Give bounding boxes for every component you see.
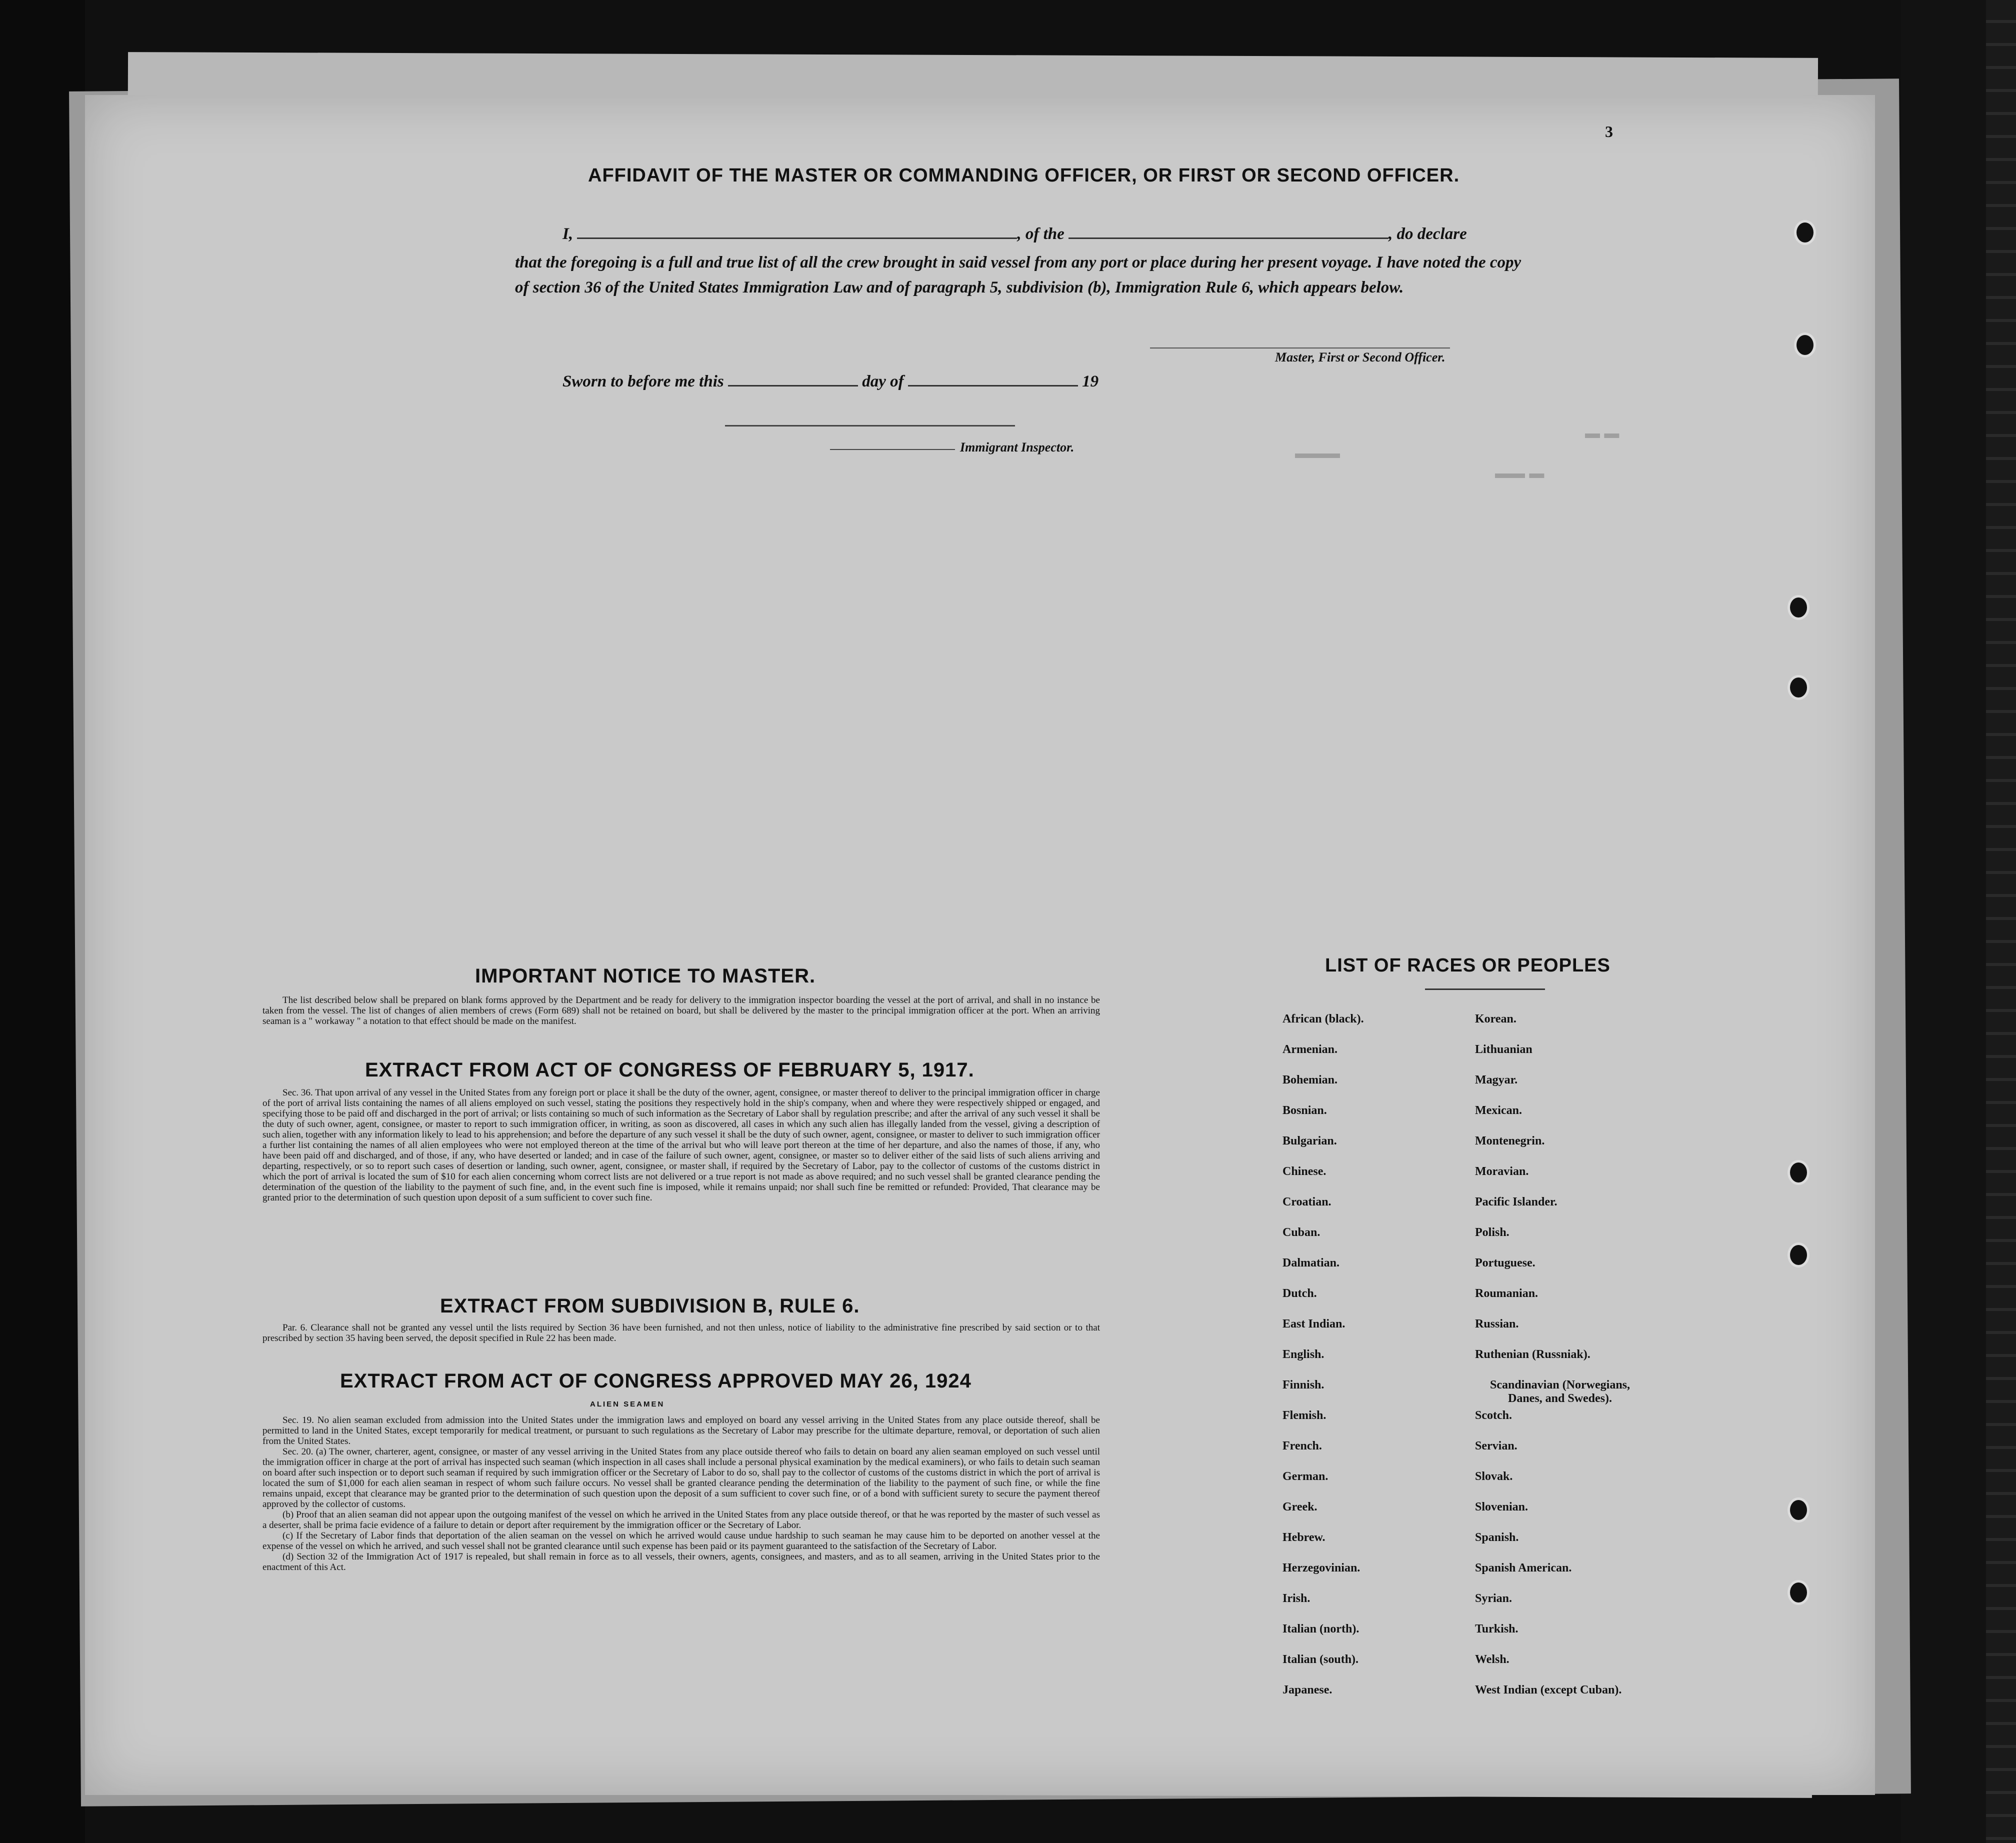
vessel-name-field[interactable] xyxy=(1068,238,1388,239)
document-page xyxy=(85,95,1875,1795)
race-item: Flemish. xyxy=(1282,1409,1326,1422)
race-item: Japanese. xyxy=(1282,1684,1332,1696)
bleed-through-mark: ▬▬ ▬ xyxy=(1495,465,1544,482)
race-item: East Indian. xyxy=(1282,1318,1346,1330)
race-item: Polish. xyxy=(1475,1226,1510,1239)
race-item: Hebrew. xyxy=(1282,1531,1326,1544)
race-item: Spanish. xyxy=(1475,1531,1519,1544)
race-item: French. xyxy=(1282,1440,1322,1452)
race-item: German. xyxy=(1282,1470,1328,1483)
extract-rule6-title: EXTRACT FROM SUBDIVISION B, RULE 6. xyxy=(440,1295,860,1317)
inspector-signature-line-2 xyxy=(830,449,955,450)
race-item: Portuguese. xyxy=(1475,1256,1536,1270)
race-item: Scotch. xyxy=(1475,1409,1512,1422)
bleed-through-mark: ▬▬▬ xyxy=(1295,445,1340,462)
binder-hole-icon xyxy=(1788,1160,1810,1185)
race-item: Italian (north). xyxy=(1282,1622,1360,1636)
affidavit-body: that the foregoing is a full and true list of all the crew brought in said vessel from any port or place during her present voyage. I have noted the copy of section 36 of the United States Immigration Law and of paragraph 5, subdivision (b), Immigration Rule 6, which appears below. xyxy=(515,254,1522,296)
sworn-label: Sworn to before me this xyxy=(562,372,724,390)
binder-hole-icon xyxy=(1788,675,1810,700)
sworn-month-field[interactable] xyxy=(908,385,1078,386)
race-item: Armenian. xyxy=(1282,1043,1338,1056)
bleed-through-mark: ▬ ▬ xyxy=(1585,425,1620,442)
extract-1924-paragraph: (b) Proof that an alien seaman did not appear upon the outgoing manifest of the vessel on which he arrived in the United States from any place outside thereof, or that he was reported by the master of such vessel as a deserter, shall be prima facie evidence of a failure to detain or deport after requirement by the immigration officer or the Secretary of Labor. xyxy=(262,1510,1100,1530)
race-item: Bosnian. xyxy=(1282,1104,1327,1117)
extract-1917-text xyxy=(262,1088,1100,1203)
race-item: Welsh. xyxy=(1475,1653,1510,1666)
sworn-day-label: day of xyxy=(862,372,904,390)
race-item: Dutch. xyxy=(1282,1287,1317,1300)
extract-1924-subtitle: ALIEN SEAMEN xyxy=(590,1400,665,1408)
race-item: Roumanian. xyxy=(1475,1287,1538,1300)
race-item: Montenegrin. xyxy=(1475,1134,1545,1148)
race-item: African (black). xyxy=(1282,1012,1364,1026)
extract-1924-paragraph: Sec. 20. (a) The owner, charterer, agent, consignee, or master of any vessel arriving in the United States from any place outside thereof who fails to detain on board any alien seaman employed on such vessel until the immigration officer in charge at the port of arrival has inspected such seaman (which inspection in all cases shall include a personal physical examination by the medical examiners), or who fails to detain such seaman on board after such inspection or to deport such seaman if required by such immigration officer or the Secretary of Labor to do so, shall pay to the collector of customs of the customs district in which the port of arrival is located the sum of $1,000 for each alien seaman in respect of whom such failure occurs. No vessel shall be granted clearance pending the determination of the liability to the payment of such fine, or while the fine remains unpaid, except that clearance may be granted prior to the determination of such question upon the deposit of a sum sufficient to cover such fine, or of a bond with sufficient surety to secure the payment thereof approved by the collector of customs. xyxy=(262,1446,1100,1510)
affidavit-title: AFFIDAVIT OF THE MASTER OR COMMANDING OFFICER, OR FIRST OR SECOND OFFICER. xyxy=(588,165,1460,186)
extract-1924-paragraph: Sec. 19. No alien seaman excluded from admission into the United States under the immigration laws and employed on board any vessel arriving in the United States from any place outside thereof, shall be permitted to land in the United States, except temporarily for medical treatment, or pursuant to such regulations as the Secretary of Labor may prescribe for the ultimate departure, removal, or deportation of such alien from the United States. xyxy=(262,1415,1100,1446)
extract-1917-paragraph: Sec. 36. That upon arrival of any vessel in the United States from any foreign port or place it shall be the duty of the owner, agent, consignee, or master thereof to deliver to the principal immigration officer in charge of the port of arrival lists containing the names of all aliens employed on such vessel, stating the positions they respectively hold in the ship's company, when and where they were respectively shipped or engaged, and specifying those to be paid off and discharged in the port of arrival; or lists containing so much of such information as the Secretary of Labor shall by regulation prescribe; and after the arrival of any such vessel it shall be the duty of such owner, agent, consignee, or master to report to such immigration officer, in writing, as soon as discovered, all cases in which any such alien has illegally landed from the vessel, giving a description of such alien, together with any information likely to lead to his apprehension; and before the departure of any such vessel it shall be the duty of such owner, agent, consignee, or master to deliver to such immigration officer a further list containing the names of all alien employees who were not employed thereon at the time of the arrival but who will leave port thereon at the time of her departure, and also the names of those, if any, who have been paid off and discharged, and of those, if any, who have deserted or landed; and in case of the failure of such owner, agent, consignee, or master so to deliver either of the said lists of such aliens arriving and departing, respectively, or so to report such cases of desertion or landing, such owner, agent, consignee, or master shall, if required by the Secretary of Labor, pay to the collector of customs of the customs district in which the port of arrival is located the sum of $10 for each alien concerning whom correct lists are not delivered or a true report is not made as above required; and no such vessel shall be granted clearance pending the determination of the question of the liability to the payment of such fine, and, in the event such fine is imposed, while it remains unpaid; nor shall such fine be remitted or refunded: Provided, That clearance may be granted prior to the determination of such question upon deposit of a sum sufficient to cover such fine. xyxy=(262,1088,1100,1203)
page-number: 3 xyxy=(1605,122,1613,140)
race-item: Irish. xyxy=(1282,1592,1310,1605)
race-item: Magyar. xyxy=(1475,1074,1518,1086)
extract-1924-title: EXTRACT FROM ACT OF CONGRESS APPROVED MAY 26, 1924 xyxy=(340,1370,972,1392)
race-item: Greek. xyxy=(1282,1500,1318,1514)
race-item: Russian. xyxy=(1475,1318,1519,1330)
notice-title: IMPORTANT NOTICE TO MASTER. xyxy=(475,965,816,987)
race-item: Turkish. xyxy=(1475,1622,1518,1636)
race-item: Dalmatian. xyxy=(1282,1256,1340,1270)
binder-hole-icon xyxy=(1794,220,1816,245)
races-title-rule xyxy=(1425,988,1545,990)
race-item: Finnish. xyxy=(1282,1378,1324,1392)
binder-hole-icon xyxy=(1788,1242,1810,1268)
declare-text: , do declare xyxy=(1388,225,1467,243)
inspector-label: Immigrant Inspector. xyxy=(960,440,1074,454)
extract-rule6-text xyxy=(262,1322,1100,1344)
race-item: Chinese. xyxy=(1282,1165,1326,1178)
sworn-day-field[interactable] xyxy=(728,385,858,386)
declarant-name-field[interactable] xyxy=(577,238,1017,239)
races-left-column xyxy=(1282,1012,1364,1714)
race-item: Croatian. xyxy=(1282,1196,1332,1208)
race-item: Lithuanian xyxy=(1475,1043,1532,1056)
binder-hole-icon xyxy=(1788,595,1810,620)
race-item: Bohemian. xyxy=(1282,1074,1338,1086)
races-right-column xyxy=(1475,1012,1645,1714)
race-item: Mexican. xyxy=(1475,1104,1522,1117)
race-item: Italian (south). xyxy=(1282,1653,1359,1666)
race-item: Herzegovinian. xyxy=(1282,1562,1360,1574)
binder-hole-icon xyxy=(1794,332,1816,358)
extract-1924-paragraph: (d) Section 32 of the Immigration Act of 1917 is repealed, but shall remain in force as to all vessels, their owners, agents, consignees, and masters, and as to all seamen, arriving in the United States prior to the enactment of this Act. xyxy=(262,1552,1100,1572)
race-item: Slovenian. xyxy=(1475,1500,1528,1514)
binder-hole-icon xyxy=(1788,1580,1810,1605)
race-item: English. xyxy=(1282,1348,1324,1361)
race-item: Pacific Islander. xyxy=(1475,1196,1558,1208)
race-item: Cuban. xyxy=(1282,1226,1320,1239)
binder-hole-icon xyxy=(1788,1498,1810,1522)
scan-right-strip xyxy=(1986,0,2016,1843)
officer-signature-label: Master, First or Second Officer. xyxy=(1275,350,1446,364)
race-item: West Indian (except Cuban). xyxy=(1475,1684,1622,1696)
race-item: Slovak. xyxy=(1475,1470,1513,1483)
declarant-prefix: I, xyxy=(562,225,574,243)
notice-text xyxy=(262,995,1100,1026)
race-item: Servian. xyxy=(1475,1440,1518,1452)
sworn-year-label: 19 xyxy=(1082,372,1099,390)
race-item: Scandinavian (Norwegians, Danes, and Swedes). xyxy=(1490,1378,1630,1405)
sworn-line xyxy=(562,372,1098,391)
races-title: LIST OF RACES OR PEOPLES xyxy=(1325,955,1610,976)
inspector-signature-line[interactable] xyxy=(725,425,1015,426)
race-item: Korean. xyxy=(1475,1012,1516,1026)
notice-paragraph: The list described below shall be prepared on blank forms approved by the Department and be ready for delivery to the immigration inspector boarding the vessel at the port of arrival, and shall in no instance be taken from the vessel. The list of changes of alien members of crews (Form 689) shall not be retained on board, but shall be delivered by the master to the principal immigration officer at the port. When an arriving seaman is a " workaway " a notation to that effect should be made on the manifest. xyxy=(262,995,1100,1026)
extract-1924-paragraph: (c) If the Secretary of Labor finds that deportation of the alien seaman on the vessel on which he arrived would cause undue hardship to such seaman he may cause him to be deported on another vessel at the expense of the vessel on which he arrived, and such vessel shall not be granted clearance until such expense has been paid or its payment guaranteed to the satisfaction of the Secretary of Labor. xyxy=(262,1530,1100,1552)
race-item: Syrian. xyxy=(1475,1592,1512,1605)
affidavit-declaration-line xyxy=(562,225,1612,244)
extract-rule6-paragraph: Par. 6. Clearance shall not be granted any vessel until the lists required by Section 36 have been furnished, and not then unless, notice of liability to the administrative fine prescribed by said section or to that prescribed by section 35 having been served, the deposit specified in Rule 22 has been made. xyxy=(262,1322,1100,1344)
race-item: Bulgarian. xyxy=(1282,1134,1337,1148)
extract-1917-title: EXTRACT FROM ACT OF CONGRESS OF FEBRUARY 5, 1917. xyxy=(365,1059,974,1081)
vessel-prefix: , of the xyxy=(1017,225,1064,243)
race-item: Spanish American. xyxy=(1475,1562,1572,1574)
race-item: Moravian. xyxy=(1475,1165,1529,1178)
extract-1924-text xyxy=(262,1415,1100,1572)
race-item: Ruthenian (Russniak). xyxy=(1475,1348,1590,1361)
